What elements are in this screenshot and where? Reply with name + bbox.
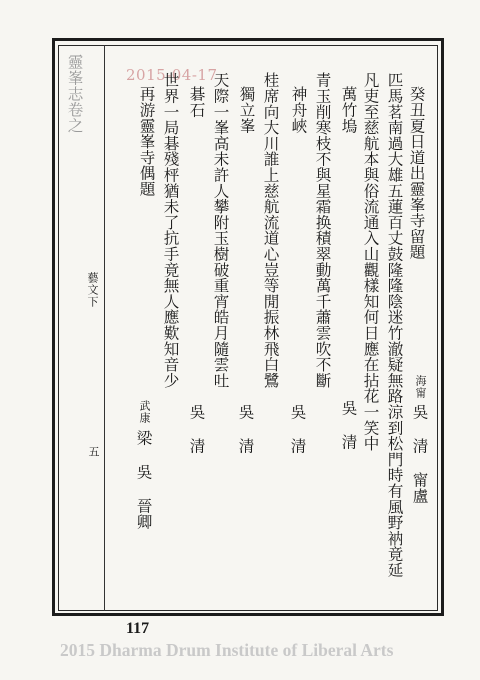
margin-column-rule bbox=[104, 45, 105, 611]
margin-book-title: 靈峯志卷之 bbox=[65, 54, 84, 133]
page-number: 117 bbox=[126, 620, 150, 637]
poem-line: 青玉削寒枝不與星霜换積翠動萬千蕭雲吹不斷 bbox=[313, 72, 332, 388]
poem-title: 再游靈峯寺偶題 bbox=[137, 86, 156, 197]
poem-title: 神舟峽 bbox=[289, 86, 308, 134]
author-name: 吳 清 bbox=[236, 404, 255, 454]
poem-title: 癸丑夏日道出靈峯寺留題 bbox=[407, 86, 426, 260]
author-place: 武康 bbox=[138, 400, 151, 424]
poem-line: 凡吏至慈航本與俗流通入山觀樣知何日應在拈花一笑中 bbox=[361, 72, 380, 452]
poem-line: 匹馬茗南過大雄五蓮百丈鼓隆隆陰迷竹澈疑無路涼到松門時有風野衲竟延 bbox=[385, 72, 404, 578]
poem-line: 世界一局碁殘枰猶未了抗手竟無人應歎知音少 bbox=[161, 72, 180, 388]
poem-title: 萬竹塢 bbox=[339, 86, 358, 134]
footer-watermark: 2015 Dharma Drum Institute of Liberal Arts bbox=[60, 640, 394, 660]
margin-section-label: 藝文下 bbox=[86, 272, 99, 308]
author-name: 梁 吳 晉卿 bbox=[134, 430, 153, 530]
author-name: 吳 清 bbox=[187, 404, 206, 454]
author-name: 吳 清 甯盧 bbox=[410, 404, 429, 504]
watermark-date: 2015-04-17 bbox=[126, 66, 218, 84]
poem-title: 獨立峯 bbox=[237, 86, 256, 134]
poem-line: 天際一峯高未許人攀附玉樹破重宵皓月隨雲吐 bbox=[211, 72, 230, 388]
author-place: 海甯 bbox=[414, 375, 427, 399]
margin-folio: 五 bbox=[87, 446, 100, 458]
author-name: 吳 清 bbox=[288, 404, 307, 454]
author-name: 吳 清 bbox=[339, 400, 358, 450]
poem-line: 桂席向大川誰上慈航流道心豈等閒振林飛白鷺 bbox=[261, 72, 280, 388]
poem-title: 碁石 bbox=[187, 86, 206, 118]
